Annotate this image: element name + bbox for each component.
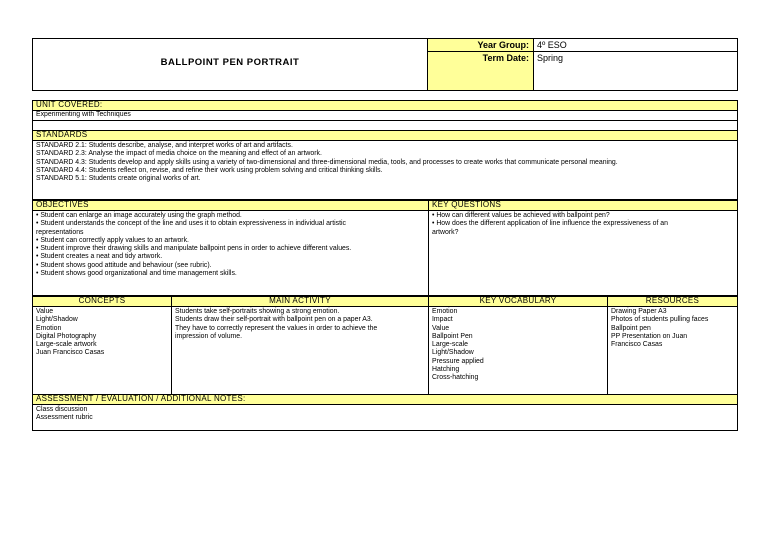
concepts-heading: CONCEPTS bbox=[78, 296, 126, 305]
term-date-label-cell bbox=[427, 51, 534, 91]
resource-item: Photos of students pulling faces bbox=[611, 316, 709, 324]
objective-item: • Student shows good attitude and behaviour (see rubric). bbox=[36, 261, 212, 269]
concept-item: Light/Shadow bbox=[36, 316, 78, 324]
resources-heading: RESOURCES bbox=[645, 296, 700, 305]
main-activity-line: They have to correctly represent the values in order to achieve the bbox=[175, 324, 378, 332]
objective-item: • Student improve their drawing skills and manipulate ballpoint pens in order to achieve different values. bbox=[36, 245, 352, 253]
vocabulary-item: Light/Shadow bbox=[432, 349, 474, 357]
main-activity-heading: MAIN ACTIVITY bbox=[269, 296, 331, 305]
unit-heading: UNIT COVERED: bbox=[36, 100, 103, 109]
key-question-item: • How does the different application of line influence the expressiveness of an bbox=[432, 220, 668, 228]
objective-item: • Student can correctly apply values to an artwork. bbox=[36, 236, 189, 244]
unit-value: Experimenting with Techniques bbox=[36, 111, 131, 118]
main-activity-line: impression of volume. bbox=[175, 332, 243, 340]
term-date-label: Term Date: bbox=[482, 53, 529, 63]
resource-item: Francisco Casas bbox=[611, 341, 663, 349]
term-date-value: Spring bbox=[537, 53, 564, 63]
objective-item: • Student shows good organizational and time management skills. bbox=[36, 270, 237, 278]
term-date-value-cell bbox=[533, 51, 738, 91]
main-activity-body-cell bbox=[171, 306, 429, 395]
vocabulary-item: Emotion bbox=[432, 308, 458, 315]
key-vocabulary-list bbox=[432, 308, 484, 383]
concept-item: Value bbox=[36, 308, 54, 315]
resources-body-cell bbox=[607, 306, 738, 395]
key-question-item: artwork? bbox=[432, 228, 459, 236]
year-group-value-cell bbox=[533, 38, 738, 52]
main-activity-list bbox=[175, 308, 377, 341]
year-group-label: Year Group: bbox=[477, 40, 529, 50]
concept-item: Juan Francisco Casas bbox=[36, 349, 105, 357]
vocabulary-item: Cross-hatching bbox=[432, 374, 479, 382]
assessment-list bbox=[36, 406, 93, 423]
objectives-body-cell bbox=[32, 210, 429, 296]
concepts-body-cell bbox=[32, 306, 172, 395]
vocabulary-item: Value bbox=[432, 324, 450, 332]
standard-item: STANDARD 4.4: Students reflect on, revise, and refine their work using problem solving and critical thinking skills. bbox=[36, 166, 383, 174]
key-vocabulary-heading: KEY VOCABULARY bbox=[479, 296, 557, 305]
assessment-body-cell bbox=[32, 404, 738, 431]
main-activity-line: Students take self-portraits showing a strong emotion. bbox=[175, 308, 340, 315]
page-title: BALLPOINT PEN PORTRAIT bbox=[160, 57, 300, 68]
standard-item: STANDARD 2.3: Analyse the impact of media choice on the meaning and effect of an artwork. bbox=[36, 150, 322, 158]
resource-item: PP Presentation on Juan bbox=[611, 332, 688, 340]
concept-item: Emotion bbox=[36, 324, 62, 332]
concept-item: Large-scale artwork bbox=[36, 341, 97, 349]
assessment-item: Class discussion bbox=[36, 406, 88, 413]
vocabulary-item: Pressure applied bbox=[432, 357, 484, 365]
resource-item: Ballpoint pen bbox=[611, 324, 651, 332]
key-questions-list bbox=[432, 212, 668, 237]
key-vocabulary-body-cell bbox=[428, 306, 608, 395]
standard-item: STANDARD 4.3: Students develop and apply skills using a variety of two-dimensional and three-dimensional media, tools, and processes to create works that communicate personal meaning. bbox=[36, 158, 618, 166]
concepts-list bbox=[36, 308, 104, 358]
vocabulary-item: Large-scale bbox=[432, 341, 469, 349]
objectives-list bbox=[36, 212, 351, 278]
standards-body-cell bbox=[32, 140, 738, 200]
objective-item: • Student can enlarge an image accurately using the graph method. bbox=[36, 212, 242, 219]
key-questions-body-cell bbox=[428, 210, 738, 296]
standards-heading: STANDARDS bbox=[36, 130, 88, 139]
objective-item: representations bbox=[36, 228, 84, 236]
standards-list bbox=[36, 142, 618, 183]
resources-list bbox=[611, 308, 708, 349]
assessment-heading: ASSESSMENT / EVALUATION / ADDITIONAL NOTES: bbox=[36, 394, 246, 403]
year-group-label-cell bbox=[427, 38, 534, 52]
standard-item: STANDARD 5.1: Students create original works of art. bbox=[36, 175, 201, 183]
key-question-item: • How can different values be achieved with ballpoint pen? bbox=[432, 212, 610, 219]
standard-item: STANDARD 2.1: Students describe, analyse, and interpret works of art and artifacts. bbox=[36, 142, 293, 149]
objectives-heading: OBJECTIVES bbox=[36, 200, 89, 209]
objective-item: • Student creates a neat and tidy artwork. bbox=[36, 253, 163, 261]
vocabulary-item: Impact bbox=[432, 316, 453, 324]
concept-item: Digital Photography bbox=[36, 332, 97, 340]
main-activity-line: Students draw their self-portrait with ballpoint pen on a paper A3. bbox=[175, 316, 373, 324]
vocabulary-item: Hatching bbox=[432, 366, 460, 374]
key-questions-heading: KEY QUESTIONS bbox=[432, 200, 502, 209]
objective-item: • Student understands the concept of the line and uses it to obtain expressiveness in individual artistic bbox=[36, 220, 346, 228]
assessment-item: Assessment rubric bbox=[36, 414, 93, 422]
resource-item: Drawing Paper A3 bbox=[611, 308, 667, 315]
vocabulary-item: Ballpoint Pen bbox=[432, 332, 473, 340]
title-cell bbox=[32, 38, 428, 91]
year-group-value: 4º ESO bbox=[537, 40, 567, 50]
